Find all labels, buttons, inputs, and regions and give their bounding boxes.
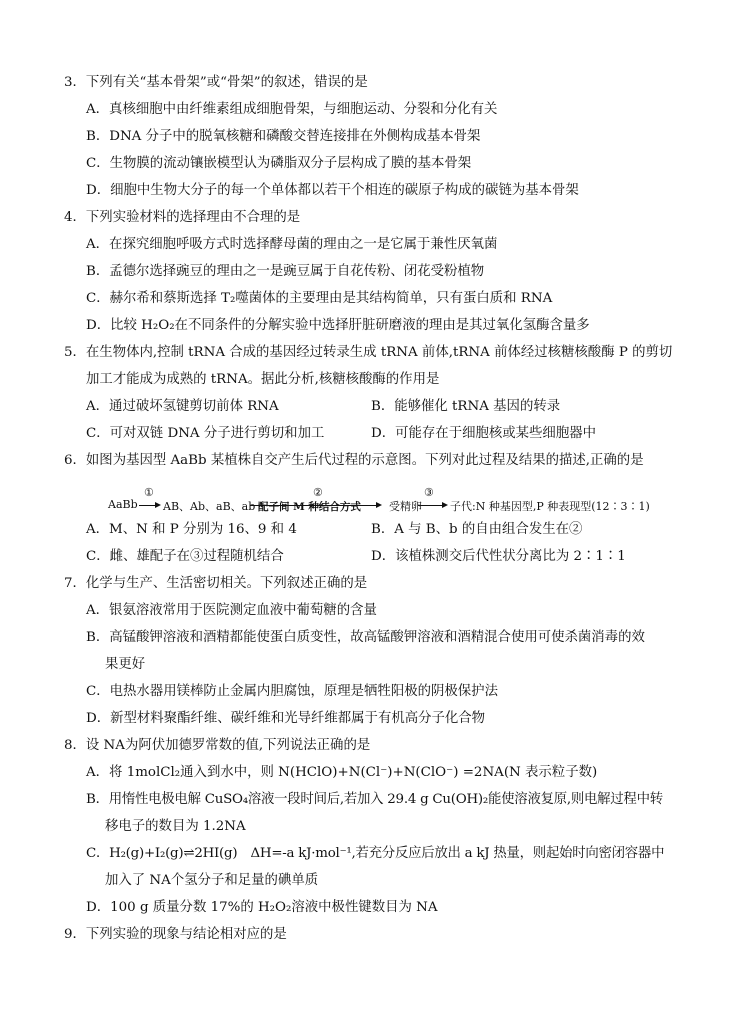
question-5-stem-continued: 加工才能成为成熟的 tRNA。据此分析,核糖核酸酶的作用是: [86, 372, 440, 387]
question-6-option-a: A．M、N 和 P 分别为 16、9 和 4: [86, 522, 297, 537]
diagram-step-2-text: 配子间 M 种结合方式: [258, 501, 361, 513]
question-5-option-b: B．能够催化 tRNA 基因的转录: [371, 399, 561, 414]
question-5-stem: 5．在生物体内,控制 tRNA 合成的基因经过转录生成 tRNA 前体,tRNA 前体经过核糖核酸酶 P 的剪切: [64, 345, 673, 360]
question-4-stem: 4．下列实验材料的选择理由不合理的是: [64, 210, 301, 225]
question-5-option-c: C．可对双链 DNA 分子进行剪切和加工: [86, 426, 325, 441]
question-8-option-d: D．100 g 质量分数 17%的 H₂O₂溶液中极性键数目为 NA: [86, 900, 438, 915]
question-4-option-d: D．比较 H₂O₂在不同条件的分解实验中选择肝脏研磨液的理由是其过氧化氢酶含量多: [86, 318, 590, 333]
diagram-gametes: AB、Ab、aB、ab: [163, 500, 256, 513]
diagram-arrow-3: [418, 505, 446, 506]
question-3-option-d: D．细胞中生物大分子的每一个单体都以若干个相连的碳原子构成的碳链为基本骨架: [86, 183, 579, 198]
diagram-offspring: 子代:N 种基因型,P 种表现型(12∶3∶1): [450, 500, 650, 513]
diagram-step-2-label: ②: [313, 486, 323, 499]
question-3-option-a: A．真核细胞中由纤维素组成细胞骨架，与细胞运动、分裂和分化有关: [86, 102, 498, 117]
diagram-zygote: 受精卵: [389, 500, 422, 513]
question-7-stem: 7．化学与生产、生活密切相关。下列叙述正确的是: [64, 576, 368, 591]
question-5-option-a: A．通过破坏氢键剪切前体 RNA: [86, 399, 279, 414]
question-9-stem: 9．下列实验的现象与结论相对应的是: [64, 927, 287, 942]
diagram-step-3-label: ③: [424, 486, 434, 499]
question-7-option-c: C．电热水器用镁棒防止金属内胆腐蚀，原理是牺牲阳极的阴极保护法: [86, 684, 498, 699]
genetics-process-diagram: [108, 486, 708, 516]
question-4-option-b: B．孟德尔选择豌豆的理由之一是豌豆属于自花传粉、闭花受粉植物: [86, 264, 485, 279]
question-4-option-a: A．在探究细胞呼吸方式时选择酵母菌的理由之一是它属于兼性厌氧菌: [86, 237, 498, 252]
question-7-option-d: D．新型材料聚酯纤维、碳纤维和光导纤维都属于有机高分子化合物: [86, 711, 486, 726]
question-6-option-b: B．A 与 B、b 的自由组合发生在②: [371, 522, 583, 537]
question-7-option-a: A．银氨溶液常用于医院测定血液中葡萄糖的含量: [86, 603, 377, 618]
question-5-option-d: D．可能存在于细胞核或某些细胞器中: [371, 426, 596, 441]
question-8-option-a: A．将 1molCl₂通入到水中，则 N(HClO)+N(Cl⁻)+N(ClO⁻) =2NA(N 表示粒子数): [86, 765, 598, 780]
diagram-step-1-label: ①: [144, 486, 154, 499]
question-8-option-b: B．用惰性电极电解 CuSO₄溶液一段时间后,若加入 29.4 g Cu(OH)₂能使溶液复原,则电解过程中转: [86, 792, 663, 807]
question-3-option-b: B．DNA 分子中的脱氧核糖和磷酸交替连接排在外侧构成基本骨架: [86, 129, 481, 144]
question-8-option-c-continued: 加入了 NA个氢分子和足量的碘单质: [105, 873, 319, 888]
question-3-option-c: C．生物膜的流动镶嵌模型认为磷脂双分子层构成了膜的基本骨架: [86, 156, 472, 171]
question-8-option-c: C．H₂(g)+I₂(g)⇌2HI(g) ΔH=-a kJ·mol⁻¹,若充分反应后放出 a kJ 热量，则起始时向密闭容器中: [86, 846, 665, 861]
question-7-option-b-continued: 果更好: [105, 657, 146, 672]
question-6-option-d: D．该植株测交后代性状分离比为 2∶1∶1: [371, 549, 626, 564]
question-8-stem: 8．设 NA为阿伏加德罗常数的值,下列说法正确的是: [64, 738, 371, 753]
question-3-stem: 3．下列有关“基本骨架”或“骨架”的叙述，错误的是: [64, 75, 368, 90]
diagram-arrow-1: [139, 505, 159, 506]
diagram-parent-genotype: AaBb: [108, 498, 138, 511]
question-6-option-c: C．雌、雄配子在③过程随机结合: [86, 549, 284, 564]
question-6-stem: 6．如图为基因型 AaBb 某植株自交产生后代过程的示意图。下列对此过程及结果的描述,正确的是: [64, 453, 644, 468]
question-4-option-c: C．赫尔希和蔡斯选择 T₂噬菌体的主要理由是其结构简单，只有蛋白质和 RNA: [86, 291, 553, 306]
question-7-option-b: B．高锰酸钾溶液和酒精都能使蛋白质变性，故高锰酸钾溶液和酒精混合使用可使杀菌消毒的效: [86, 630, 645, 645]
question-8-option-b-continued: 移电子的数目为 1.2NA: [105, 819, 246, 834]
